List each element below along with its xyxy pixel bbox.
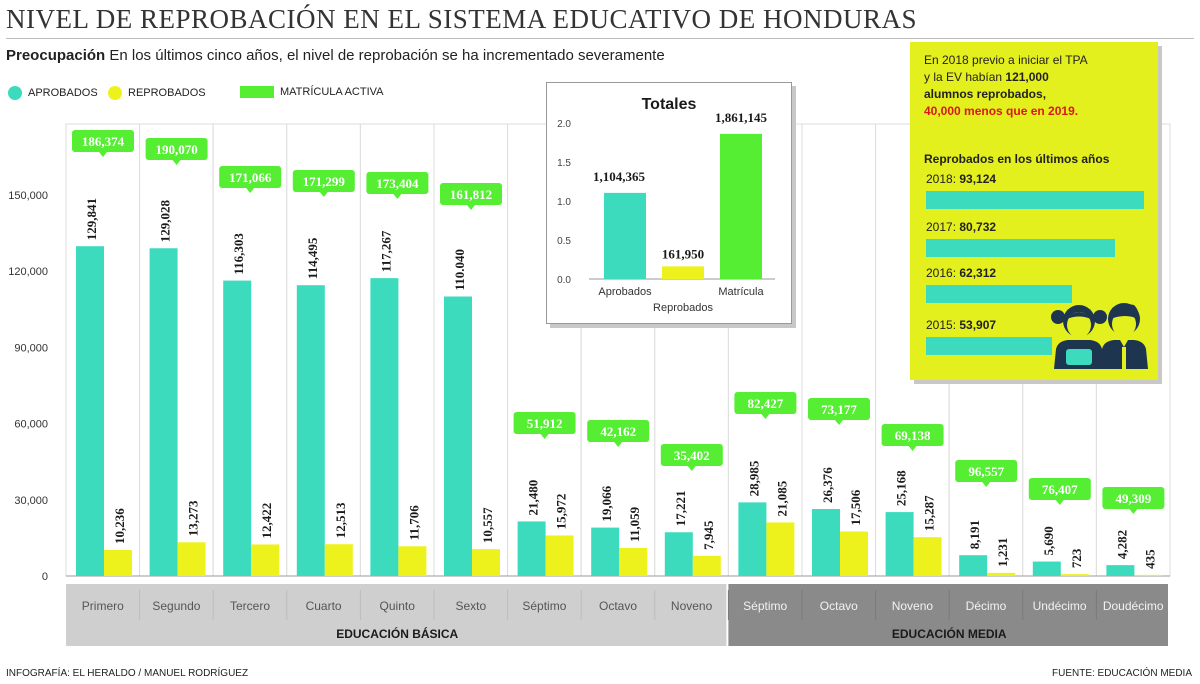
category-label: Décimo	[965, 599, 1007, 613]
label-matricula: 42,162	[600, 424, 637, 439]
label-aprobados: 21,480	[525, 479, 541, 516]
reprobados-year-label	[926, 318, 996, 332]
totals-y-tick: 2.0	[557, 119, 571, 130]
category-label: Séptimo	[522, 599, 567, 613]
info-line-4: 40,000 menos que en 2019.	[924, 104, 1079, 118]
label-matricula: 35,402	[673, 448, 710, 463]
totals-y-tick: 0.0	[557, 275, 571, 286]
category-label: Undécimo	[1032, 599, 1087, 613]
label-reprobados: 1,231	[995, 537, 1011, 567]
totals-cat-label: Aprobados	[598, 286, 652, 298]
label-matricula: 76,407	[1041, 482, 1078, 497]
bar-reprobados	[914, 537, 942, 576]
group-label: EDUCACIÓN MEDIA	[891, 627, 1007, 641]
label-reprobados: 15,287	[921, 495, 937, 532]
bar-reprobados	[546, 535, 574, 576]
info-line-3: alumnos reprobados,	[924, 87, 1047, 101]
bar-reprobados	[619, 548, 647, 576]
reprobados-year-label	[926, 172, 996, 186]
totals-cat-label: Matrícula	[718, 286, 764, 298]
label-aprobados: 17,221	[672, 490, 688, 527]
reprobados-year-bar	[926, 337, 1052, 355]
label-aprobados: 19,066	[599, 485, 615, 522]
label-matricula: 51,912	[526, 416, 563, 431]
totals-value-label: 1,861,145	[715, 109, 767, 125]
y-tick-label: 30,000	[14, 494, 48, 507]
bar-aprobados	[959, 555, 987, 576]
bar-reprobados	[472, 549, 500, 576]
totals-y-tick: 1.5	[557, 158, 571, 169]
bar-aprobados	[297, 285, 325, 576]
label-aprobados: 114,495	[304, 237, 320, 280]
totals-value-label: 1,104,365	[593, 168, 645, 184]
bar-aprobados	[444, 296, 472, 576]
category-label: Doudécimo	[1102, 599, 1164, 613]
label-reprobados: 13,273	[185, 500, 201, 537]
bar-aprobados	[886, 512, 914, 576]
bar-aprobados	[1106, 565, 1134, 576]
category-label: Séptimo	[743, 599, 788, 613]
totals-bar	[604, 193, 646, 279]
label-aprobados: 129,028	[157, 200, 173, 243]
bar-aprobados	[1033, 562, 1061, 576]
bar-reprobados	[104, 550, 132, 576]
label-aprobados: 116,303	[231, 233, 247, 275]
y-tick-label: 120,000	[8, 266, 48, 279]
info-panel	[910, 42, 1158, 380]
label-matricula: 171,299	[302, 174, 345, 189]
label-reprobados: 12,422	[259, 502, 275, 539]
label-matricula: 96,557	[968, 464, 1005, 479]
footer-source: FUENTE: EDUCACIÓN MEDIA	[1051, 668, 1192, 679]
totals-bar	[720, 134, 762, 279]
reprobados-year: 2016:	[926, 266, 960, 280]
label-aprobados: 25,168	[893, 470, 909, 507]
reprobados-year-label	[926, 220, 996, 234]
legend-label-aprobados: APROBADOS	[28, 87, 98, 99]
subtitle-bold: Preocupación	[6, 47, 106, 64]
category-label: Octavo	[598, 599, 638, 613]
category-label: Primero	[81, 599, 124, 613]
info-line-2-pre: y la EV habían	[924, 70, 1006, 84]
label-matricula: 190,070	[155, 142, 198, 157]
category-label: Sexto	[455, 599, 487, 613]
bar-aprobados	[665, 532, 693, 576]
category-label: Noveno	[891, 599, 934, 613]
label-reprobados: 10,236	[112, 508, 127, 545]
info-line-2-bold: 121,000	[1005, 70, 1049, 84]
info-line-1: En 2018 previo a iniciar el TPA	[924, 53, 1088, 67]
bar-aprobados	[518, 521, 546, 576]
bar-reprobados	[1061, 574, 1089, 576]
totals-y-tick: 1.0	[557, 197, 571, 208]
category-label: Cuarto	[305, 599, 342, 613]
y-tick-label: 60,000	[14, 418, 48, 431]
label-matricula: 161,812	[449, 187, 493, 202]
label-reprobados: 12,513	[332, 502, 348, 539]
label-reprobados: 15,972	[553, 493, 569, 530]
bar-reprobados	[325, 544, 353, 576]
bar-reprobados	[251, 544, 279, 576]
bar-aprobados	[76, 246, 104, 576]
bar-reprobados	[987, 573, 1015, 576]
footer-credit: INFOGRAFÍA: EL HERALDO / MANUEL RODRÍGUEZ	[6, 668, 249, 679]
bar-aprobados	[591, 528, 619, 576]
label-matricula: 49,309	[1115, 491, 1152, 506]
label-reprobados: 21,085	[774, 480, 790, 517]
reprobados-year-bar	[926, 191, 1144, 209]
label-matricula: 69,138	[894, 428, 931, 443]
legend-label-reprobados: REPROBADOS	[128, 87, 206, 99]
reprobados-year-label	[926, 266, 996, 280]
label-reprobados: 11,059	[627, 506, 643, 542]
totals-title: Totales	[641, 96, 697, 113]
bar-reprobados	[1134, 575, 1162, 576]
label-aprobados: 129,841	[84, 197, 99, 241]
category-label: Tercero	[229, 599, 271, 613]
reprobados-year: 2018:	[926, 172, 960, 186]
y-tick-label: 150,000	[8, 190, 48, 202]
info-line-2	[924, 69, 1088, 86]
bar-aprobados	[370, 278, 398, 576]
label-aprobados: 26,376	[820, 467, 835, 504]
label-reprobados: 723	[1068, 548, 1084, 569]
category-label: Quinto	[379, 599, 415, 613]
label-matricula: 186,374	[81, 134, 125, 149]
info-text	[924, 52, 1088, 120]
bar-reprobados	[840, 532, 868, 576]
label-reprobados: 11,706	[406, 505, 422, 541]
y-tick-label: 90,000	[14, 342, 48, 355]
totals-cat-label: Reprobados	[653, 302, 713, 314]
label-matricula: 171,066	[229, 170, 272, 185]
label-aprobados: 110.040	[452, 248, 467, 291]
label-aprobados: 28,985	[746, 460, 762, 497]
totals-bar	[662, 266, 704, 279]
label-reprobados: 435	[1142, 549, 1158, 569]
totals-value-label: 161,950	[661, 246, 705, 262]
reprobados-year-bar	[926, 239, 1115, 257]
reprobados-year: 2015:	[926, 318, 960, 332]
totals-y-tick: 0.5	[557, 236, 571, 247]
group-label: EDUCACIÓN BÁSICA	[336, 627, 459, 641]
totals-chart	[547, 83, 791, 323]
label-aprobados: 4,282	[1114, 529, 1130, 560]
reprobados-years-title: Reprobados en los últimos años	[924, 152, 1110, 166]
category-label: Segundo	[152, 599, 201, 613]
bar-aprobados	[150, 248, 178, 576]
label-aprobados: 8,191	[967, 519, 983, 550]
label-aprobados: 5,690	[1040, 526, 1056, 556]
reprobados-year-value: 53,907	[959, 318, 997, 332]
bar-reprobados	[693, 556, 721, 576]
label-reprobados: 7,945	[700, 520, 716, 550]
category-label: Octavo	[819, 599, 858, 613]
y-tick-label: 0	[41, 571, 48, 583]
label-matricula: 82,427	[747, 396, 784, 411]
label-matricula: 173,404	[376, 176, 419, 191]
reprobados-year-value: 93,124	[959, 172, 997, 186]
label-reprobados: 17,506	[848, 489, 863, 526]
bar-aprobados	[223, 281, 251, 576]
page-title: NIVEL DE REPROBACIÓN EN EL SISTEMA EDUCATIVO DE HONDURAS	[6, 4, 917, 34]
subtitle-text: En los últimos cinco años, el nivel de reprobación se ha incrementado severamente	[105, 47, 665, 64]
bar-aprobados	[812, 509, 840, 576]
reprobados-year-value: 80,732	[959, 220, 997, 234]
reprobados-year-value: 62,312	[959, 266, 997, 280]
bar-reprobados	[178, 542, 206, 576]
category-label: Noveno	[670, 599, 713, 613]
label-reprobados: 10,557	[480, 507, 495, 544]
reprobados-year: 2017:	[926, 220, 960, 234]
bar-aprobados	[738, 502, 766, 576]
label-aprobados: 117,267	[378, 230, 394, 273]
students-icon	[1048, 297, 1152, 369]
legend-label-matricula: MATRÍCULA ACTIVA	[280, 86, 384, 98]
bar-reprobados	[398, 546, 426, 576]
totals-panel	[546, 82, 792, 324]
label-matricula: 73,177	[821, 402, 857, 417]
column-bg	[802, 124, 876, 576]
bar-reprobados	[766, 522, 794, 576]
